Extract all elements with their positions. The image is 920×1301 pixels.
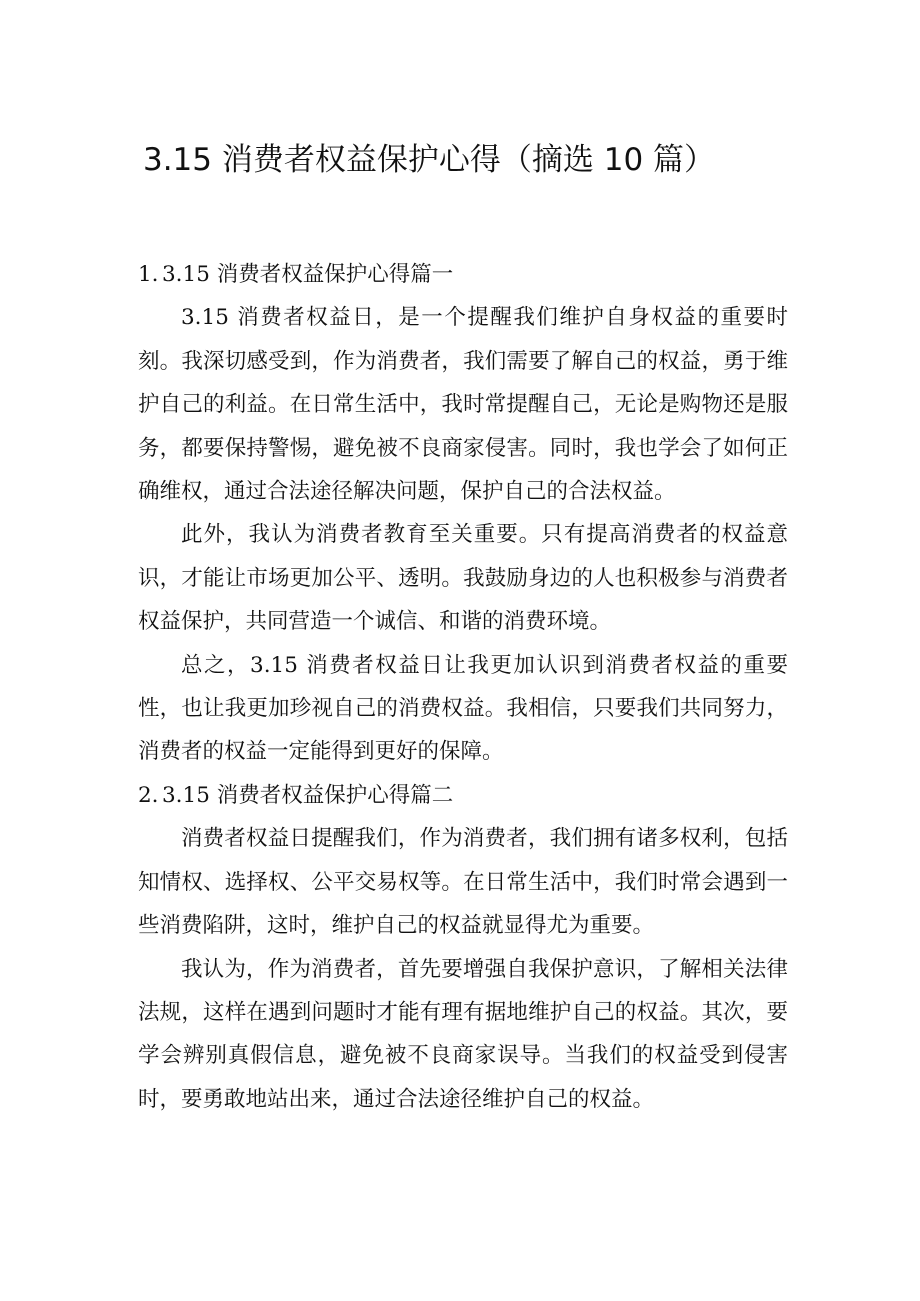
document-body xyxy=(138,253,788,1121)
paragraph: 消费者权益日提醒我们，作为消费者，我们拥有诸多权利，包括知情权、选择权、公平交易权等。在日常生活中，我们时常会遇到一些消费陷阱，这时，维护自己的权益就显得尤为重要。 xyxy=(138,826,788,939)
section-heading xyxy=(138,253,788,296)
section-title: 3.15 消费者权益保护心得篇二 xyxy=(162,782,454,808)
section-number: 2. xyxy=(138,782,159,808)
paragraph: 总之，3.15 消费者权益日让我更加认识到消费者权益的重要性，也让我更加珍视自己的消费权益。我相信，只要我们共同努力，消费者的权益一定能得到更好的保障。 xyxy=(138,652,788,765)
document-title: 3.15 消费者权益保护心得（摘选 10 篇） xyxy=(142,141,716,178)
paragraph: 我认为，作为消费者，首先要增强自我保护意识，了解相关法律法规，这样在遇到问题时才能有理有据地维护自己的权益。其次，要学会辨别真假信息，避免被不良商家误导。当我们的权益受到侵害时，要勇敢地站出来，通过合法途径维护自己的权益。 xyxy=(138,956,788,1112)
section-title: 3.15 消费者权益保护心得篇一 xyxy=(162,262,454,287)
section-number: 1. xyxy=(138,262,159,287)
paragraph: 3.15 消费者权益日，是一个提醒我们维护自身权益的重要时刻。我深切感受到，作为消费者，我们需要了解自己的权益，勇于维护自己的利益。在日常生活中，我时常提醒自己，无论是购物还是服务，都要保持警惕，避免被不良商家侵害。同时，我也学会了如何正确维权，通过合法途径解决问题，保护自己的合法权益。 xyxy=(138,305,788,505)
paragraph: 此外，我认为消费者教育至关重要。只有提高消费者的权益意识，才能让市场更加公平、透明。我鼓励身边的人也积极参与消费者权益保护，共同营造一个诚信、和谐的消费环境。 xyxy=(138,522,788,635)
section-heading xyxy=(138,774,788,817)
